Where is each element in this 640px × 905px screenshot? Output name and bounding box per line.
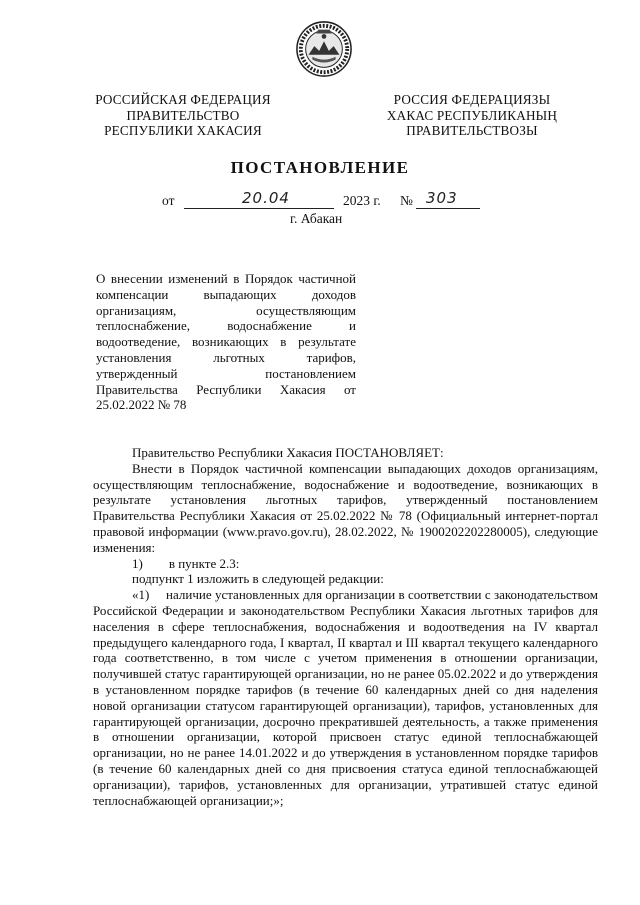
body-paragraph: Внести в Порядок частичной компенсации выпадающих доходов организациям, осуществляющим теплоснабжение, водоснабжение и водоотведение, возникающих в результате установления льготных тарифов, утвержденный постановлением Правительства Республики Хакасия от 25.02.2022 № 78 (Официальный интернет-портал правовой информации (www.pravo.gov.ru), 28.02.2022, № 1900202202280005), следующие изменения: [93,460,598,555]
body-paragraph: Правительство Республики Хакасия ПОСТАНОВЛЯЕТ: [132,445,444,460]
body-paragraph: 1) в пункте 2.3: [132,555,240,571]
subject-text: О внесении изменений в Порядок частичной компенсации выпадающих доходов организациям, осуществляющим теплоснабжение, водоснабжение и водоотведение, возникающих в результате установления льготных тарифов, утвержденный постановлением Правительства Республики Хакасия от 25.02.2022 № 78 [96,271,356,413]
header-right [374,92,570,139]
header-right-line: РОССИЯ ФЕДЕРАЦИЯЗЫ [393,92,551,107]
date-underline [184,208,334,209]
number-handwritten: 303 [426,189,458,207]
from-label: от [162,193,175,208]
body-paragraph: «1) наличие установленных для организации в соответствии с законодательством Российской Федерации и законодательством Республики Хакасия льготных тарифов для населения в сфере теплоснабжения, водоснабжения и водоотведения на IV квартал предыдущего календарного года, I квартал, II квартал и III квартал текущего календарного года соответственно, в том числе с учетом применения в отношении организации, получившей статус гарантирующей организации, но не ранее 05.02.2022 и до утверждения в установленном порядке тарифов (в течение 60 календарных дней со дня наделения новой организации статусом гарантирующей организации), тарифов, установленных для гарантирующей организации, досрочно прекратившей деятельность, а также применения в отношении организации, которой присвоен статус единой теплоснабжающей организации, но не ранее 14.01.2022 и до утверждения в установленном порядке тарифов (в течение 60 календарных дней со дня присвоения статуса единой теплоснабжающей организации), тарифов, установленных для организации, утратившей статус единой теплоснабжающей организации;»; [93,587,598,808]
body-paragraph: подпункт 1 изложить в следующей редакции: [132,571,384,587]
header-right-line: ХАКАС РЕСПУБЛИКАНЫҢ [386,107,558,123]
city-label: г. Абакан [290,211,343,226]
subject-block [96,271,356,413]
header-left-line: ПРАВИТЕЛЬСТВО [126,107,240,123]
date-handwritten: 20.04 [242,189,290,207]
number-underline [416,208,480,209]
document-title: ПОСТАНОВЛЕНИЕ [230,158,410,177]
year-label: 2023 г. [343,193,381,208]
date-number-line [162,189,502,210]
coat-of-arms-icon [295,20,353,78]
number-label: № [400,193,413,208]
header-left-line: РЕСПУБЛИКИ ХАКАСИЯ [104,123,262,138]
header-left [88,92,278,139]
header-left-line: РОССИЙСКАЯ ФЕДЕРАЦИЯ [95,92,271,107]
document-body [93,445,598,808]
header-right-line: ПРАВИТЕЛЬСТВОЗЫ [406,123,538,138]
